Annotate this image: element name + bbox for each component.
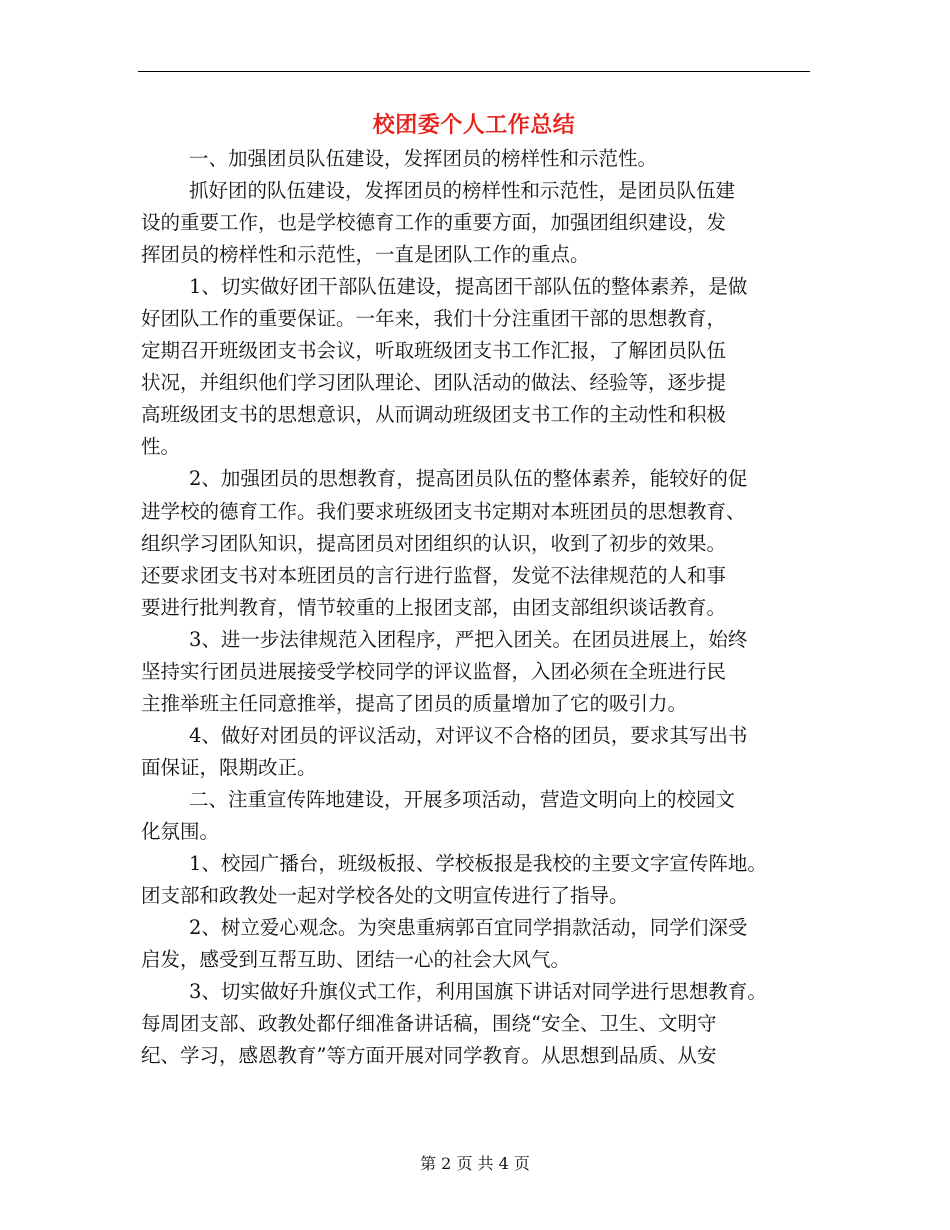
text-line: 高班级团支书的思想意识，从而调动班级团支书工作的主动性和积极 [141,403,727,427]
text-line: 组织学习团队知识，提高团员对团组织的认识，收到了初步的效果。 [141,531,727,555]
text-line: 好团队工作的重要保证。一年来，我们十分注重团干部的思想教育， [141,307,727,331]
text-line: 3、进一步法律规范入团程序，严把入团关。在团员进展上，始终 [189,627,748,651]
text-line: 抓好团的队伍建设，发挥团员的榜样性和示范性，是团员队伍建 [189,179,736,203]
text-line: 主推举班主任同意推举，提高了团员的质量增加了它的吸引力。 [141,691,688,715]
text-line: 1、切实做好团干部队伍建设，提高团干部队伍的整体素养，是做 [189,275,748,299]
text-line: 要进行批判教育，情节较重的上报团支部，由团支部组织谈话教育。 [141,595,727,619]
text-line: 进学校的德育工作。我们要求班级团支书定期对本班团员的思想教育、 [141,499,746,523]
text-line: 每周团支部、政教处都仔细准备讲话稿，围绕“安全、卫生、文明守 [141,1012,717,1036]
page-title: 校团委个人工作总结 [372,113,576,138]
text-line: 团支部和政教处一起对学校各处的文明宣传进行了指导。 [141,884,629,908]
text-line: 3、切实做好升旗仪式工作，利用国旗下讲话对同学进行思想教育。 [189,980,767,1004]
text-line: 一、加强团员队伍建设，发挥团员的榜样性和示范性。 [189,147,658,170]
text-line: 定期召开班级团支书会议，听取班级团支书工作汇报，了解团员队伍 [141,339,727,363]
text-line: 4、做好对团员的评议活动，对评议不合格的团员，要求其写出书 [189,723,748,747]
text-line: 2、加强团员的思想教育，提高团员队伍的整体素养，能较好的促 [189,467,748,491]
text-line: 挥团员的榜样性和示范性，一直是团队工作的重点。 [141,243,590,267]
text-line: 二、注重宣传阵地建设，开展多项活动，营造文明向上的校园文 [189,787,736,811]
text-line: 还要求团支书对本班团员的言行进行监督，发觉不法律规范的人和事 [141,563,727,587]
text-line: 设的重要工作，也是学校德育工作的重要方面，加强团组织建设，发 [141,211,727,235]
text-line: 纪、学习，感恩教育”等方面开展对同学教育。从思想到品质、从安 [141,1044,717,1068]
text-line: 状况，并组织他们学习团队理论、团队活动的做法、经验等，逐步提 [141,371,727,395]
text-line: 1、校园广播台，班级板报、学校板报是我校的主要文字宣传阵地。 [189,852,767,876]
text-line: 启发，感受到互帮互助、团结一心的社会大风气。 [141,948,571,972]
text-line: 坚持实行团员进展接受学校同学的评议监督，入团必须在全班进行民 [141,659,727,683]
text-line: 性。 [141,435,181,459]
header-rule [138,71,810,72]
text-line: 化氛围。 [141,819,220,843]
body-text [141,143,813,1072]
text-line: 2、树立爱心观念。为突患重病郭百宜同学捐款活动，同学们深受 [189,916,748,940]
text-line: 面保证，限期改正。 [141,755,317,779]
page-number: 第 2 页 共 4 页 [420,1154,530,1173]
